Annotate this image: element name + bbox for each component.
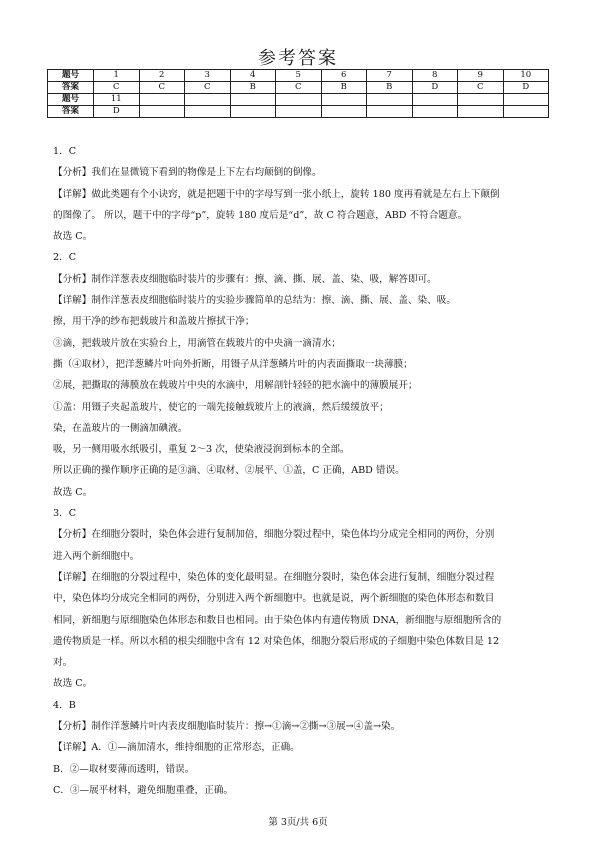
- table-cell: [185, 94, 231, 106]
- row-answer-label: 答案: [48, 82, 94, 94]
- table-cell: [458, 106, 504, 118]
- detail-line: 【详解】制作洋葱表皮细胞临时装片的实验步骤简单的总结为：擦、滴、撕、展、盖、染、吸。: [53, 295, 456, 307]
- table-cell: B: [367, 82, 413, 94]
- table-cell: [139, 106, 185, 118]
- table-cell: C: [94, 82, 140, 94]
- analysis-line: 【分析】在细胞分裂时，染色体会进行复制加倍，细胞分裂过程中，染色体均分成完全相同的两份，分别: [53, 529, 495, 541]
- answer-table: [47, 69, 549, 118]
- table-row-numbers-2: [48, 94, 549, 106]
- page-footer: 第 3页/共 6页: [268, 817, 328, 828]
- analysis-line: 【分析】我们在显微镜下看到的物像是上下左右均颠倒的倒像。: [53, 167, 322, 179]
- table-cell: 4: [230, 70, 276, 82]
- table-cell: 9: [458, 70, 504, 82]
- table-row-numbers-1: [48, 70, 549, 82]
- table-cell: 8: [412, 70, 458, 82]
- detail-line: 【详解】做此类题有个小诀窍，就是把题干中的字母写到一张小纸上，旋转 180 度再看就是左右上下颠倒: [53, 188, 500, 200]
- analysis-line: 进入两个新细胞中。: [53, 550, 140, 562]
- row-header-label: 题号: [48, 70, 94, 82]
- table-cell: C: [458, 82, 504, 94]
- table-cell: 6: [321, 70, 367, 82]
- table-cell: [458, 94, 504, 106]
- detail-line: B．②—取材要薄而透明，错误。: [53, 763, 195, 775]
- table-cell: [276, 94, 322, 106]
- row-answer-label: 答案: [48, 106, 94, 118]
- question-number: 3．C: [53, 508, 77, 520]
- table-cell: 11: [94, 94, 140, 106]
- table-cell: [321, 106, 367, 118]
- table-cell: 2: [139, 70, 185, 82]
- detail-line: 对。: [53, 657, 73, 669]
- table-cell: B: [230, 82, 276, 94]
- table-cell: 5: [276, 70, 322, 82]
- detail-line: 染，在盖玻片的一侧滴加碘液。: [53, 422, 188, 434]
- table-cell: [185, 106, 231, 118]
- table-cell: B: [321, 82, 367, 94]
- detail-line: C．③—展平材料，避免细胞重叠，正确。: [53, 784, 234, 796]
- detail-line: ③滴，把载玻片放在实验台上，用滴管在载玻片的中央滴一滴清水；: [53, 337, 341, 349]
- table-row-answers-1: [48, 82, 549, 94]
- detail-line: ②展，把撕取的薄膜放在载玻片中央的水滴中，用解剖针轻轻的把水滴中的薄膜展开；: [53, 380, 418, 392]
- table-cell: [367, 106, 413, 118]
- table-cell: [230, 106, 276, 118]
- page-title: 参考答案: [258, 48, 338, 69]
- table-cell: 3: [185, 70, 231, 82]
- table-cell: C: [185, 82, 231, 94]
- detail-line: 【详解】A．①—滴加清水，维持细胞的正常形态，正确。: [53, 742, 300, 754]
- table-cell: D: [94, 106, 140, 118]
- detail-line: 【详解】在细胞的分裂过程中，染色体的变化最明显。在细胞分裂时，染色体会进行复制，细胞分裂过程: [53, 571, 495, 583]
- table-cell: D: [412, 82, 458, 94]
- detail-line: 擦，用干净的纱布把载玻片和盖玻片擦拭干净；: [53, 316, 255, 328]
- table-cell: [367, 94, 413, 106]
- detail-line: ①盖：用镊子夹起盖玻片，使它的一端先接触载玻片上的液滴，然后缓缓放平；: [53, 401, 389, 413]
- table-cell: 7: [367, 70, 413, 82]
- detail-line: 吸，另一侧用吸水纸吸引，重复 2～3 次，使染液浸润到标本的全部。: [53, 444, 350, 456]
- table-cell: [321, 94, 367, 106]
- question-number: 2．C: [53, 252, 77, 264]
- table-cell: 10: [503, 70, 549, 82]
- table-row-answers-2: [48, 106, 549, 118]
- row-header-label: 题号: [48, 94, 94, 106]
- analysis-line: 【分析】制作洋葱表皮细胞临时装片的步骤有：擦、滴、撕、展、盖、染、吸，解答即可。: [53, 273, 437, 285]
- table-cell: [412, 94, 458, 106]
- table-cell: [503, 94, 549, 106]
- table-cell: [412, 106, 458, 118]
- detail-line: 遗传物质是一样。所以水稻的根尖细胞中含有 12 对染色体，细胞分裂后形成的子细胞中染色体数目是 12: [53, 635, 500, 647]
- table-cell: C: [276, 82, 322, 94]
- detail-line: 撕（④取材），把洋葱鳞片叶向外折断，用镊子从洋葱鳞片叶的内表面撕取一块薄膜；: [53, 358, 413, 370]
- analysis-line: 【分析】制作洋葱鳞片叶内表皮细胞临时装片：擦→①滴→②撕→③展→④盖→染。: [53, 721, 401, 733]
- table-cell: [503, 106, 549, 118]
- table-cell: [230, 94, 276, 106]
- detail-line: 相同，新细胞与原细胞染色体形态和数目也相同。由于染色体内有遗传物质 DNA，新细胞与原细胞所含的: [53, 614, 502, 626]
- conclusion-line: 故选 C。: [53, 486, 93, 498]
- detail-line: 的图像了。 所以，题干中的字母“p”，旋转 180 度后是“d”，故 C 符合题意，ABD 不符合题意。: [53, 209, 468, 221]
- table-cell: 1: [94, 70, 140, 82]
- detail-line: 中，染色体均分成完全相同的两份，分别进入两个新细胞中。也就是说，两个新细胞的染色体形态和数目: [53, 593, 495, 605]
- conclusion-line: 故选 C。: [53, 678, 93, 690]
- answer-explanations: [53, 141, 545, 801]
- conclusion-line: 故选 C。: [53, 231, 93, 243]
- table-cell: [276, 106, 322, 118]
- question-number: 4．B: [53, 699, 76, 711]
- question-number: 1．C: [53, 146, 77, 157]
- table-cell: D: [503, 82, 549, 94]
- table-cell: [139, 94, 185, 106]
- detail-line: 所以正确的操作顺序正确的是③滴、④取材、②展平、①盖，C 正确，ABD 错误。: [53, 465, 405, 477]
- table-cell: C: [139, 82, 185, 94]
